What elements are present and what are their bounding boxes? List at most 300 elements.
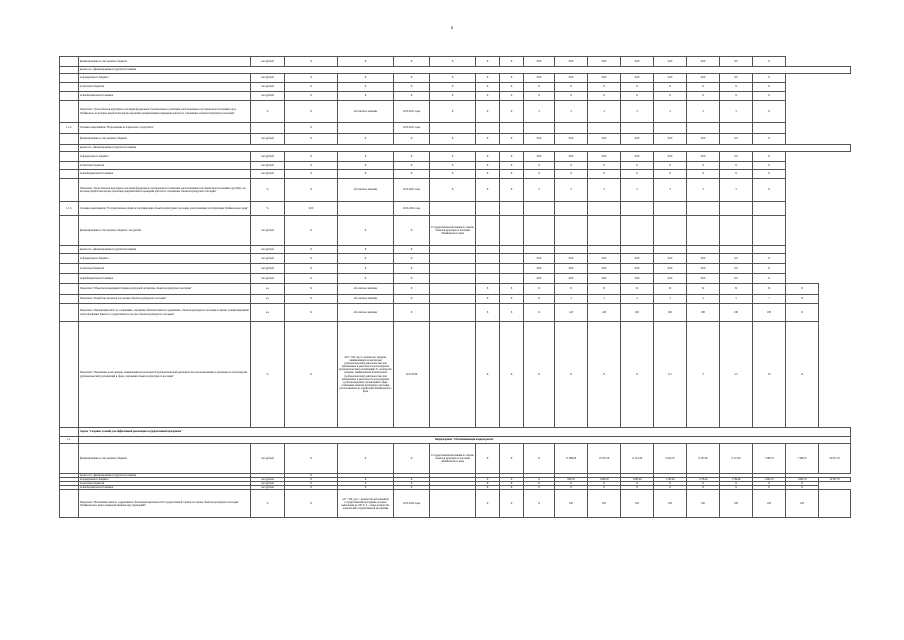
item-name-cell: Показатель "Организация работ по сохранению, охранным обязательствам по содержанию, объектов культурного наследия и охране, позиционирования и использованию Единого государственного реестра объектов культурного наследия" [79, 304, 251, 322]
table-cell: 0,00 [524, 152, 555, 162]
table-cell: X [720, 83, 753, 92]
table-cell: X [555, 322, 588, 428]
item-name-cell: финансирование за счет краевого бюджета [79, 444, 251, 474]
row-number-cell [60, 74, 79, 83]
table-cell: 0,00 [524, 254, 555, 264]
table-cell: X [588, 482, 621, 486]
table-cell: 0,00 [555, 274, 588, 284]
item-name-cell: из федерального бюджета [79, 74, 251, 83]
table-cell: 4 [687, 295, 720, 304]
table-cell: 3 [687, 101, 720, 123]
table-cell: X [285, 74, 338, 83]
table-cell: 52 [720, 284, 753, 295]
table-cell: X [687, 92, 720, 101]
table-cell: 52 [654, 284, 687, 295]
table-cell: 2015-2021 годы [394, 101, 430, 123]
table-cell: X [753, 482, 786, 486]
table-cell: 2015-2030 [394, 322, 430, 428]
table-cell: X [555, 162, 588, 170]
table-cell: 0,00 [524, 74, 555, 83]
table-row [60, 444, 851, 474]
table-cell: X [338, 254, 394, 264]
table-row [60, 246, 851, 254]
table-cell [621, 202, 654, 216]
table-cell [555, 216, 588, 246]
table-cell [753, 202, 786, 216]
table-cell: 3 [654, 179, 687, 202]
item-name-cell: Основное мероприятие "Государственная охрана и популяризация объектов культурного наследия, расположенных на территории Забайкальского края" [79, 202, 251, 216]
table-cell: X [654, 170, 687, 179]
table-cell: 3 [524, 101, 555, 123]
item-name-cell: кроме того, финансирование из других источников [79, 474, 251, 478]
table-cell: X [654, 162, 687, 170]
table-cell: X [394, 216, 430, 246]
table-row [60, 170, 851, 179]
table-cell: 3 [720, 101, 753, 123]
table-cell: 0,00 [621, 74, 654, 83]
item-name-cell: Показатель "Доля объектов культурного наследия федерального (регионального) значения, расположенных в историческом поселении город Забайкальск, на которые разработана научно-проектная документация и проведены работы по сохранению объектов культурного наследия" [79, 101, 251, 123]
table-cell: % [251, 179, 285, 202]
table-row [60, 322, 851, 428]
item-name-cell: из местных бюджетов [79, 482, 251, 486]
table-cell: X [621, 486, 654, 490]
table-cell: X [338, 264, 394, 274]
item-name-cell: из местных бюджетов [79, 83, 251, 92]
table-cell [338, 202, 394, 216]
table-cell: X [500, 478, 524, 482]
table-cell: X [500, 170, 524, 179]
item-name-cell: Показатель "Исполнение личного содержания и обеспечения деятельности Государственной службы по охране объектов культурного наследия Забайкальского края в подведомственных ему учреждений" [79, 490, 251, 518]
table-cell: 0,00 [621, 254, 654, 264]
row-number-cell [60, 246, 79, 254]
table-cell: X [654, 83, 687, 92]
table-body [60, 57, 851, 518]
table-cell: X [338, 83, 394, 92]
table-cell: X [753, 170, 786, 179]
table-cell: 7 368,70 [786, 444, 819, 474]
table-row [60, 490, 851, 518]
table-cell: X [654, 482, 687, 486]
table-cell: 1 606,50 [588, 478, 621, 482]
table-cell [654, 123, 687, 134]
table-cell: X [394, 304, 430, 322]
table-cell: X [524, 92, 555, 101]
table-cell: X [500, 490, 524, 518]
table-cell: X [500, 162, 524, 170]
table-cell [588, 123, 621, 134]
table-cell: X [500, 83, 524, 92]
item-name-cell: Задача "Создание условий для эффективной реализации государственной программы" [79, 428, 851, 437]
table-cell: 0,00 [588, 254, 621, 264]
table-cell: X [338, 482, 394, 486]
table-cell [476, 254, 500, 264]
table-cell: X [555, 83, 588, 92]
row-number-cell [60, 304, 79, 322]
table-cell: 52 [687, 284, 720, 295]
table-cell: тыс.рублей [251, 274, 285, 284]
table-cell: 0,0 [720, 152, 753, 162]
table-cell: X [524, 284, 555, 295]
row-number-cell [60, 179, 79, 202]
table-cell: 0,00 [555, 152, 588, 162]
table-cell [720, 216, 753, 246]
table-cell: X [753, 254, 786, 264]
table-cell: 0,00 [687, 264, 720, 274]
table-cell: X [394, 57, 430, 67]
table-cell [588, 202, 621, 216]
table-cell: X [500, 322, 524, 428]
table-cell [430, 246, 476, 254]
table-cell: X [524, 482, 555, 486]
table-cell: 0,00 [687, 57, 720, 67]
table-cell: 0,0 [720, 264, 753, 274]
table-cell: X [285, 179, 338, 202]
table-cell: X [285, 486, 338, 490]
table-cell: X [753, 179, 786, 202]
table-cell: X [500, 295, 524, 304]
table-cell [430, 264, 476, 274]
table-cell: ед. [251, 284, 285, 295]
table-cell: X [394, 254, 430, 264]
table-cell: X [430, 170, 476, 179]
table-cell: тыс.рублей [251, 162, 285, 170]
program-table [59, 56, 851, 518]
table-cell: X [687, 482, 720, 486]
table-cell: X [500, 486, 524, 490]
table-cell [654, 216, 687, 246]
table-cell: 1 185,40 [654, 478, 687, 482]
row-number-cell [60, 322, 79, 428]
table-cell: 1 882,10 [753, 478, 786, 482]
table-cell: X [394, 92, 430, 101]
table-cell: 0,00 [555, 57, 588, 67]
table-cell: тыс.рублей [251, 83, 285, 92]
table-cell: абсолютное значение [338, 284, 394, 295]
table-cell: X [338, 246, 394, 254]
table-cell: X [524, 490, 555, 518]
table-cell: X [285, 246, 338, 254]
table-cell: 160 [654, 304, 687, 322]
table-cell: X [524, 304, 555, 322]
table-cell [338, 123, 394, 134]
table-row [60, 152, 851, 162]
table-cell: X [430, 57, 476, 67]
table-cell: 11 899,80 [555, 444, 588, 474]
table-cell: тыс.рублей [251, 254, 285, 264]
table-cell: X [687, 162, 720, 170]
table-cell: 5,5 [720, 322, 753, 428]
table-cell: тыс.рублей [251, 152, 285, 162]
item-name-cell: финансирование за счет краевого бюджета [79, 57, 251, 67]
table-cell: % [251, 490, 285, 518]
table-cell: X [720, 486, 753, 490]
table-cell: X [720, 170, 753, 179]
table-cell: 0,00 [524, 134, 555, 145]
table-cell: тыс.рублей [251, 482, 285, 486]
table-cell: X [430, 92, 476, 101]
row-number-cell [60, 92, 79, 101]
table-cell: X [621, 83, 654, 92]
table-cell [476, 216, 500, 246]
table-cell: 3 [588, 295, 621, 304]
table-cell: X [555, 92, 588, 101]
table-cell: 0,0 [720, 134, 753, 145]
table-cell: X [753, 152, 786, 162]
table-cell: 7 [753, 295, 786, 304]
item-name-cell: из местных бюджетов [79, 162, 251, 170]
table-cell: X [476, 284, 500, 295]
table-cell: X [394, 74, 430, 83]
item-name-cell: из внебюджетных источников [79, 92, 251, 101]
table-cell: 0,00 [654, 152, 687, 162]
row-number-cell [60, 444, 79, 474]
row-number-cell [60, 134, 79, 145]
table-cell: X [654, 486, 687, 490]
table-cell: X [588, 162, 621, 170]
table-cell: 1 276,20 [687, 478, 720, 482]
table-cell: 9 107,60 [687, 444, 720, 474]
table-cell [720, 123, 753, 134]
table-cell: X [588, 170, 621, 179]
table-row [60, 162, 851, 170]
table-cell: 52 [621, 284, 654, 295]
table-cell: 0,0 [720, 274, 753, 284]
table-cell: X [500, 57, 524, 67]
table-cell: a/b * 100, где a - количество исполненной государственной программы, которые выполнены на 100 %; b - общее количество показателей государственной программы [338, 490, 394, 518]
table-cell: 3 [654, 101, 687, 123]
row-number-cell [60, 162, 79, 170]
item-name-cell: из федерального бюджета [79, 152, 251, 162]
table-cell: тыс.рублей [251, 170, 285, 179]
item-name-cell: кроме того, финансирование из других источников [79, 67, 851, 74]
table-cell: X [786, 284, 819, 295]
table-cell: 0,00 [555, 74, 588, 83]
table-cell: X [500, 74, 524, 83]
table-cell: X [338, 92, 394, 101]
table-cell [500, 264, 524, 274]
table-cell: 3 [720, 179, 753, 202]
table-row [60, 274, 851, 284]
table-cell: X [500, 101, 524, 123]
table-cell: X [476, 134, 500, 145]
table-cell: X [394, 83, 430, 92]
table-cell: X [500, 284, 524, 295]
table-cell: X [555, 170, 588, 179]
table-cell: 0,00 [555, 134, 588, 145]
table-cell: X [621, 322, 654, 428]
table-cell: X [285, 322, 338, 428]
table-row [60, 92, 851, 101]
table-cell: X [786, 486, 819, 490]
table-cell: X [394, 134, 430, 145]
table-cell: X [338, 444, 394, 474]
table-cell: тыс.рублей [251, 444, 285, 474]
table-cell: X [285, 264, 338, 274]
table-row [60, 83, 851, 92]
table-cell: 3 [555, 179, 588, 202]
table-cell: X [524, 170, 555, 179]
table-cell: 3 [555, 295, 588, 304]
table-cell [588, 216, 621, 246]
table-cell [753, 216, 786, 246]
table-cell: 11 421,30 [621, 444, 654, 474]
table-cell [500, 254, 524, 264]
table-cell: X [524, 83, 555, 92]
table-row [60, 179, 851, 202]
table-cell: X [430, 162, 476, 170]
table-cell: X [338, 170, 394, 179]
table-cell: X [430, 101, 476, 123]
table-cell: % [251, 202, 285, 216]
table-cell [476, 123, 500, 134]
table-cell: абсолютное значение [338, 295, 394, 304]
table-cell: 0,00 [654, 57, 687, 67]
table-cell: X [654, 92, 687, 101]
row-number-cell: 1.1. [60, 437, 79, 444]
table-cell: 0,00 [555, 264, 588, 274]
item-name-cell: Основное мероприятие "Возрождение исторического города Чита" [79, 123, 251, 134]
table-cell [687, 216, 720, 246]
table-cell [555, 246, 588, 254]
table-row [60, 295, 851, 304]
table-row [60, 202, 851, 216]
table-row [60, 254, 851, 264]
table-row [60, 437, 851, 444]
table-cell: d/D * 100, где d - количество граждан, занимающихся волонтерской (добровольческой) деятельностью или вовлеченных в деятельность волонтерских (добровольческих) организаций; D - количество граждан, занимающихся волонтерской (добровольческой) деятельностью или вовлеченных в деятельность волонтерских (добровольческих) организаций в сфере сохранения объектов культурного наследия, расположенных на территории Забайкальского края [338, 322, 394, 428]
table-cell: X [394, 444, 430, 474]
row-number-cell [60, 152, 79, 162]
row-number-cell [60, 67, 79, 74]
table-cell: абсолютное значение [338, 101, 394, 123]
row-number-cell [60, 490, 79, 518]
table-cell: X [285, 216, 338, 246]
table-cell [524, 123, 555, 134]
table-cell: X [588, 92, 621, 101]
table-cell [621, 123, 654, 134]
table-cell: 0,00 [654, 134, 687, 145]
table-cell: 3 [621, 179, 654, 202]
table-cell [476, 264, 500, 274]
item-name-cell: из федерального бюджета [79, 254, 251, 264]
table-cell: 51 [555, 284, 588, 295]
table-cell: 100 [753, 490, 786, 518]
table-cell: 0,00 [654, 254, 687, 264]
table-cell: X [476, 74, 500, 83]
table-cell: X [394, 264, 430, 274]
table-row [60, 216, 851, 246]
page-number: 6 [451, 25, 453, 30]
row-number-cell: 1.1.3. [60, 202, 79, 216]
table-cell: X [621, 482, 654, 486]
row-number-cell [60, 170, 79, 179]
table-cell: X [687, 170, 720, 179]
table-cell: X [285, 83, 338, 92]
table-cell: 0,00 [654, 274, 687, 284]
table-cell: 14 597,70 [819, 478, 851, 482]
table-cell: 0,0 [720, 57, 753, 67]
table-cell: 0,00 [555, 254, 588, 264]
table-cell: 1 695,40 [621, 478, 654, 482]
table-cell: X [476, 490, 500, 518]
table-cell: 0,00 [285, 202, 338, 216]
table-cell: 100 [786, 490, 819, 518]
table-cell: 9 117,00 [720, 444, 753, 474]
table-cell: 0,00 [524, 264, 555, 274]
table-cell [720, 246, 753, 254]
table-cell: X [394, 478, 430, 482]
table-cell: Государственная инспекция по охране объектов культурного наследия Забайкальского края [430, 444, 476, 474]
table-cell: 0,00 [588, 152, 621, 162]
table-cell: 0,00 [621, 152, 654, 162]
table-cell: X [786, 322, 819, 428]
table-row [60, 428, 851, 437]
table-cell [500, 123, 524, 134]
table-cell: 3 [524, 179, 555, 202]
table-cell: X [753, 92, 786, 101]
table-row [60, 145, 851, 152]
item-name-cell: Показатель "Доля объектов культурного наследия федерального (регионального) значения, расположенных в историческом поселении город Чита, на которые разработана научно-проектная документация и проведены работы по сохранению объектов культурного наследия" [79, 179, 251, 202]
table-cell: X [753, 57, 786, 67]
table-cell: X [476, 179, 500, 202]
table-cell: X [476, 170, 500, 179]
table-cell: 180 [687, 304, 720, 322]
row-number-cell [60, 101, 79, 123]
table-cell: 5 [720, 295, 753, 304]
table-cell: X [476, 92, 500, 101]
table-cell: X [753, 83, 786, 92]
table-row [60, 284, 851, 295]
table-cell: X [476, 162, 500, 170]
row-number-cell [60, 284, 79, 295]
table-cell: тыс.рублей [251, 134, 285, 145]
table-cell: X [285, 478, 338, 482]
table-cell: X [430, 74, 476, 83]
table-cell: X [621, 92, 654, 101]
table-cell: 0,00 [687, 134, 720, 145]
row-number-cell [60, 254, 79, 264]
table-cell: абсолютное значение [338, 304, 394, 322]
table-cell: X [720, 162, 753, 170]
table-cell: 0,00 [588, 74, 621, 83]
table-cell: X [687, 486, 720, 490]
row-number-cell: 1.1.2. [60, 123, 79, 134]
table-cell: X [338, 162, 394, 170]
table-cell [476, 246, 500, 254]
row-number-cell [60, 274, 79, 284]
table-cell [430, 274, 476, 284]
table-cell: тыс.рублей [251, 74, 285, 83]
table-cell [476, 274, 500, 284]
table-cell: X [394, 295, 430, 304]
table-cell: 0,00 [654, 74, 687, 83]
item-name-cell: из местных бюджетов [79, 264, 251, 274]
item-name-cell: Показатель "Увеличение доли граждан, занимающихся волонтерской (добровольческой) деятельностью или вовлеченных в деятельность волонтерских (добровольческих) организаций в сфере сохранения объектов культурного наследия" [79, 322, 251, 428]
table-cell: X [430, 83, 476, 92]
table-row [60, 123, 851, 134]
table-cell: 3 [588, 179, 621, 202]
table-cell: X [338, 134, 394, 145]
table-cell: X [285, 152, 338, 162]
table-cell: % [251, 322, 285, 428]
table-cell: X [338, 74, 394, 83]
item-name-cell: из внебюджетных источников [79, 274, 251, 284]
table-cell: X [285, 170, 338, 179]
table-cell: 0,00 [588, 134, 621, 145]
table-cell [476, 202, 500, 216]
table-cell: 180 [753, 304, 786, 322]
table-cell: X [621, 162, 654, 170]
table-cell: 10 555,10 [588, 444, 621, 474]
